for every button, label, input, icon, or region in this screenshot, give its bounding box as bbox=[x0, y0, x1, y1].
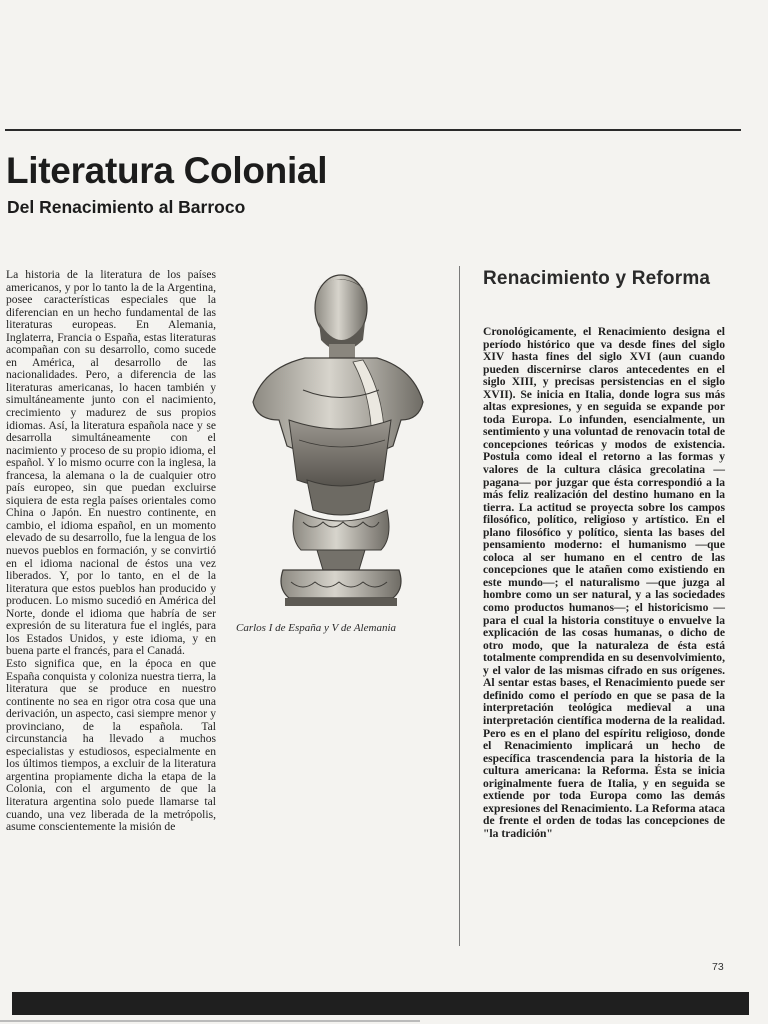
page-number: 73 bbox=[712, 961, 724, 973]
bust-illustration bbox=[243, 270, 429, 614]
paragraph: La historia de la literatura de los países americanos, y por lo tanto la de la Argentina, posee características especiales que la diferencian en un hecho fundamental de las literaturas europeas. En Alemania, Inglaterra, Francia o España, estas literaturas acompañan con su desarrollo, como sucede en América, al desarrollo de las nacionalidades. Pero, a diferencia de las literaturas americanas, lo hacen también y simultáneamente junto con el nacimiento, crecimiento y madurez de sus propios idiomas. Así, la literatura española nace y se desarrolla simultáneamente con el nacimiento y proceso de su propio idioma, el español. Y lo mismo ocurre con la inglesa, la francesa, la alemana o la de cualquier otro país europeo, sin que puedan excluirse siquiera de esta regla países orientales como China o Japón. En nuestro continente, en cambio, el idioma español, en un momento elevado de su desarrollo, fue la lengua de los nuevos pueblos en formación, y se convirtió en el idioma nacional de éstos una vez liberados. Y, por lo tanto, en el de la literatura que estos pueblos han producido y producen. Lo mismo sucedió en América del Norte, donde el idioma que habría de ser expresión de su literatura fue el inglés, para los Estados Unidos, y este idioma, y en buena parte el francés, para el Canadá. bbox=[6, 268, 216, 658]
figure-caption: Carlos I de España y V de Alemania bbox=[236, 622, 396, 634]
bottom-bar bbox=[12, 992, 749, 1015]
paragraph: Esto significa que, en la época en que España conquista y coloniza nuestra tierra, la literatura que se produce en nuestro continente no sea en rigor otra cosa que una derivación, un aspecto, casi siempre menor y provinciano, de la española. Tal circunstancia ha llevado a muchos especialistas y estudiosos, especialmente en los últimos tiempos, a excluir de la literatura argentina propiamente dicha la etapa de la Colonia, con el argumento de que la literatura argentina solo puede llamarse tal cuando, una vez liberada de la metrópolis, asume conscientemente la misión de bbox=[6, 656, 216, 834]
bottom-line bbox=[0, 1020, 420, 1022]
page-title: Literatura Colonial bbox=[6, 150, 328, 191]
page-subtitle: Del Renacimiento al Barroco bbox=[7, 197, 246, 217]
left-column bbox=[6, 269, 216, 834]
right-column bbox=[483, 326, 725, 840]
section-heading: Renacimiento y Reforma bbox=[483, 268, 711, 289]
column-divider bbox=[459, 266, 460, 946]
bust-image bbox=[243, 270, 429, 614]
section-body: Cronológicamente, el Renacimiento designa el período histórico que va desde fines del siglo XIV hasta fines del siglo XVI (aun cuando pueden discernirse claros antecedentes en el siglo XIII, y precisas persistencias en el siglo XVII). Se inicia en Italia, donde logra sus más altas expresiones, y en seguida se expande por toda Europa. Lo infunden, esencialmente, un sentimiento y una voluntad de renovacin total de concepciones teóricas y modos de existencia. Postula como ideal el retorno a las formas y valores de la cultura clásica grecolatina —pagana— por juzgar que ésta correspondió a la más feliz realización del destino humano en la tierra. La actitud se proyecta sobre los campos filosófico, político, religioso y artístico. En el plano filosófico y político, sienta las bases del pensamiento moderno: el humanismo —que coloca al ser humano en el centro de las concepciones que le atañen como existiendo en este mundo—; el naturalismo —que juzga al hombre como un ser natural, y a las sociedades como productos humanos—; el historicismo —para el cual la historia constituye o envuelve la explicación de las cosas humanas, o dicho de otro modo, que la naturaleza de ésta está totalmente comprendida en su desenvolvimiento, y el valor de las mismas cifrado en sus orígenes. Al sentar estas bases, el Renacimiento puede ser definido como el período en que se pasa de la interpretación teológica medieval a una interpretación científica moderna de la realidad. Pero es en el plano del espíritu religioso, donde el Renacimiento implicará un hecho de específica trascendencia para la historia de la cultura americana: la Reforma. Ésta se inicia originalmente fuera de Italia, y en seguida se extiende por toda Europa como las demás expresiones del Renacimiento. La Reforma ataca de frente el orden de todas las concepciones de "la tradición" bbox=[483, 325, 725, 840]
top-rule bbox=[5, 129, 741, 131]
